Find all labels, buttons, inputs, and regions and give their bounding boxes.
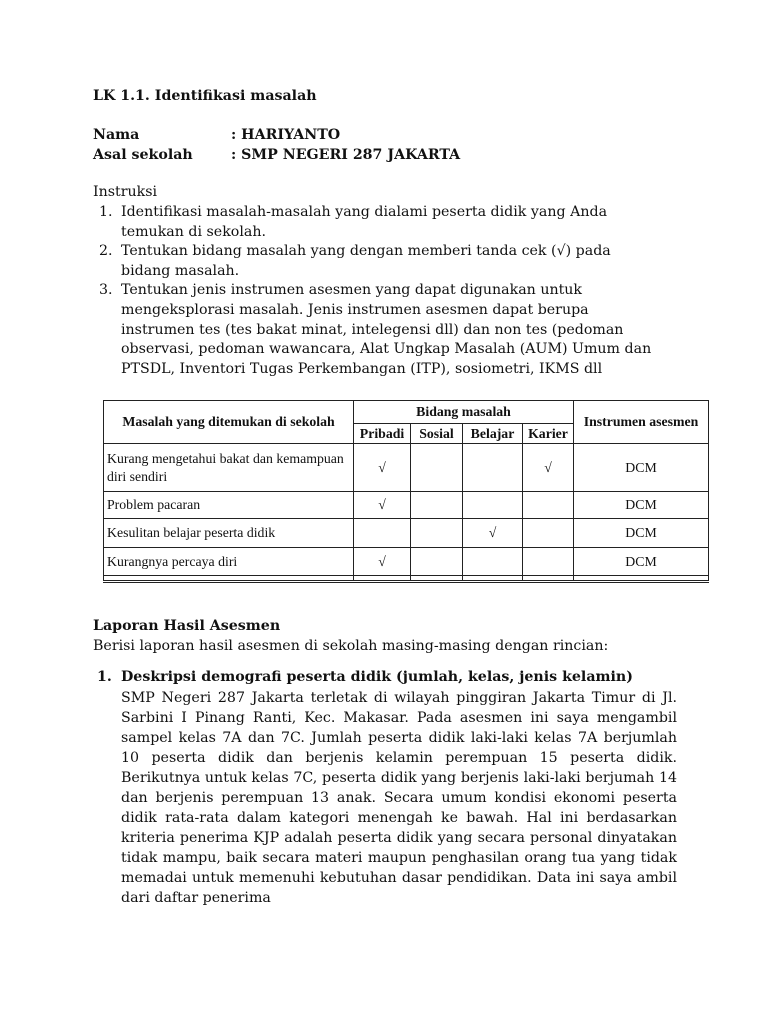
cell-masalah: Kurang mengetahui bakat dan kemampuan diri sendiri bbox=[104, 444, 354, 492]
nama-row bbox=[93, 126, 340, 146]
cell-pribadi bbox=[354, 519, 411, 548]
cell-karier bbox=[523, 519, 574, 548]
masalah-table bbox=[103, 400, 709, 583]
subheader-sosial: Sosial bbox=[411, 424, 463, 444]
cell-pribadi: √ bbox=[354, 444, 411, 492]
cell-belajar bbox=[463, 492, 523, 519]
table-row bbox=[104, 519, 709, 548]
table-row bbox=[104, 444, 709, 492]
cell-pribadi: √ bbox=[354, 548, 411, 576]
laporan-description: Berisi laporan hasil asesmen di sekolah masing-masing dengan rincian: bbox=[93, 638, 609, 654]
sekolah-value: : SMP NEGERI 287 JAKARTA bbox=[231, 147, 461, 163]
cell-masalah: Problem pacaran bbox=[104, 492, 354, 519]
subheader-karier: Karier bbox=[523, 424, 574, 444]
cell-masalah: Kurangnya percaya diri bbox=[104, 548, 354, 576]
cell-karier bbox=[523, 492, 574, 519]
cell-belajar bbox=[463, 444, 523, 492]
end-cell bbox=[104, 576, 354, 582]
cell-karier: √ bbox=[523, 444, 574, 492]
subheader-pribadi: Pribadi bbox=[354, 424, 411, 444]
instruction-text: Identifikasi masalah-masalah yang dialami peserta didik yang Anda temukan di sekolah. bbox=[121, 204, 608, 240]
end-cell bbox=[354, 576, 411, 582]
table-row bbox=[104, 492, 709, 519]
nama-label: Nama bbox=[93, 127, 140, 143]
header-masalah: Masalah yang ditemukan di sekolah bbox=[104, 401, 354, 444]
section-number: 1. bbox=[97, 669, 112, 685]
cell-instrumen: DCM bbox=[574, 548, 709, 576]
end-cell bbox=[411, 576, 463, 582]
instruction-number: 2. bbox=[99, 243, 113, 260]
cell-instrumen: DCM bbox=[574, 492, 709, 519]
cell-sosial bbox=[411, 492, 463, 519]
cell-pribadi: √ bbox=[354, 492, 411, 519]
instructions-list bbox=[93, 203, 653, 379]
table-row bbox=[104, 548, 709, 576]
cell-sosial bbox=[411, 519, 463, 548]
subheader-belajar: Belajar bbox=[463, 424, 523, 444]
section-title: Deskripsi demografi peserta didik (jumlah, kelas, jenis kelamin) bbox=[121, 669, 633, 685]
cell-instrumen: DCM bbox=[574, 444, 709, 492]
cell-karier bbox=[523, 548, 574, 576]
instruction-item bbox=[93, 242, 653, 281]
instruction-item bbox=[93, 281, 653, 379]
table-end-row bbox=[104, 576, 709, 582]
nama-value: : HARIYANTO bbox=[231, 127, 341, 143]
header-instrumen: Instrumen asesmen bbox=[574, 401, 709, 444]
cell-masalah: Kesulitan belajar peserta didik bbox=[104, 519, 354, 548]
end-cell bbox=[463, 576, 523, 582]
laporan-title: Laporan Hasil Asesmen bbox=[93, 618, 281, 634]
cell-sosial bbox=[411, 444, 463, 492]
instructions-title: Instruksi bbox=[93, 184, 158, 200]
instruction-item bbox=[93, 203, 653, 242]
instruction-text: Tentukan bidang masalah yang dengan memberi tanda cek (√) pada bidang masalah. bbox=[121, 243, 611, 279]
cell-instrumen: DCM bbox=[574, 519, 709, 548]
end-cell bbox=[574, 576, 709, 582]
cell-belajar bbox=[463, 548, 523, 576]
sekolah-label: Asal sekolah bbox=[93, 147, 193, 163]
header-bidang: Bidang masalah bbox=[354, 401, 574, 424]
instruction-text: Tentukan jenis instrumen asesmen yang dapat digunakan untuk mengeksplorasi masalah. Jenis instrumen asesmen dapat berupa instrumen tes (tes bakat minat, intelegensi dll) dan non tes (pedoman observasi, pedoman wawancara, Alat Ungkap Masalah (AUM) Umum dan PTSDL, Inventori Tugas Perkembangan (ITP), sosiometri, IKMS dll bbox=[121, 282, 652, 377]
page-heading: LK 1.1. Identifikasi masalah bbox=[93, 88, 317, 104]
cell-belajar: √ bbox=[463, 519, 523, 548]
section-paragraph: SMP Negeri 287 Jakarta terletak di wilayah pinggiran Jakarta Timur di Jl. Sarbini I Pinang Ranti, Kec. Makasar. Pada asesmen ini saya mengambil sampel kelas 7A dan 7C. Jumlah peserta didik laki-laki kelas 7A berjumlah 10 peserta didik dan berjenis kelamin perempuan 15 peserta didik. Berikutnya untuk kelas 7C, peserta didik yang berjenis laki-laki berjumah 14 dan berjenis perempuan 13 anak. Secara umum kondisi ekonomi peserta didik rata-rata dalam kategori menengah ke bawah. Hal ini berdasarkan kriteria penerima KJP adalah peserta didik yang secara personal dinyatakan tidak mampu, baik secara materi maupun penghasilan orang tua yang tidak memadai untuk memenuhi kebutuhan dasar pendidikan. Data ini saya ambil dari daftar penerima bbox=[121, 690, 677, 906]
end-cell bbox=[523, 576, 574, 582]
instruction-number: 1. bbox=[99, 204, 113, 220]
instruction-number: 3. bbox=[99, 282, 113, 299]
cell-sosial bbox=[411, 548, 463, 576]
sekolah-row bbox=[93, 146, 460, 166]
